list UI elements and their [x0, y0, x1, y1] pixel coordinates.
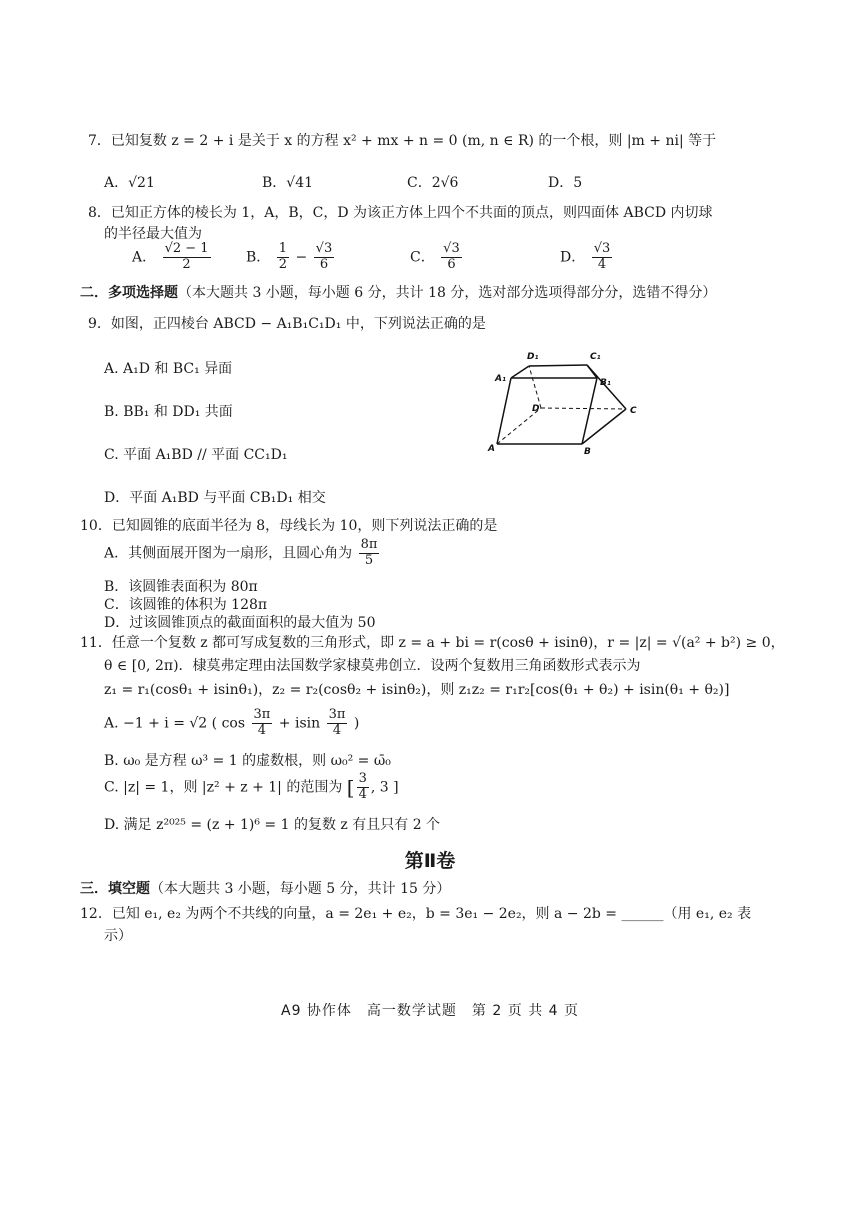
label-d: D	[532, 404, 540, 414]
q10-stem: 10．已知圆锥的底面半径为 8，母线长为 10，则下列说法正确的是	[80, 518, 498, 534]
q10-option-a-denominator: 5	[364, 552, 374, 568]
section-2-heading: 二．多项选择题	[80, 285, 178, 301]
q11-option-b: B. ω₀ 是方程 ω³ = 1 的虚数根，则 ω₀² = ω̄₀	[104, 753, 391, 769]
q11-option-a-numerator-2: 3π	[328, 707, 346, 722]
q11-stem-line1: 11．任意一个复数 z 都可写成复数的三角形式，即 z = a + bi = r(cosθ + isinθ)，r = |z| = √(a² + b²) ≥ 0，	[80, 635, 785, 651]
q8-option-b-denominator-2: 6	[319, 256, 329, 272]
label-a1: A₁	[495, 374, 506, 384]
q10-option-a-fraction	[359, 538, 380, 569]
q10-option-d: D．过该圆锥顶点的截面面积的最大值为 50	[104, 615, 376, 631]
q9-option-a: A. A₁D 和 BC₁ 异面	[104, 361, 233, 377]
label-b1: B₁	[600, 378, 611, 388]
q8-option-c-numerator: √3	[443, 241, 460, 256]
q8-option-d-fraction	[592, 242, 613, 273]
q8-stem-line2: 的半径最大值为	[104, 226, 202, 242]
q11-option-c-pre: C. |z| = 1，则 |z² + z + 1| 的范围为	[104, 779, 343, 796]
q8-option-a-numerator: √2 − 1	[164, 241, 209, 256]
q8-option-d-denominator: 4	[597, 256, 607, 272]
q11-option-a-mid: + isin	[278, 715, 321, 732]
frustum-figure	[485, 345, 645, 460]
q11-option-c-numerator: 3	[358, 771, 367, 786]
q8-option-b	[246, 242, 336, 273]
q8-option-b-fraction-2	[314, 242, 335, 273]
q11-option-c-bracket: [	[346, 775, 355, 800]
q9-option-b: B. BB₁ 和 DD₁ 共面	[104, 404, 233, 420]
q10-option-a-text: A．其侧面展开图为一扇形，且圆心角为	[104, 545, 353, 562]
q8-option-b-denominator-1: 2	[278, 256, 288, 272]
q8-option-c-fraction	[441, 242, 462, 273]
q7-option-b: B．√41	[262, 175, 314, 191]
label-b: B	[584, 447, 591, 457]
q8-option-b-numerator-1: 1	[278, 241, 288, 256]
q8-option-d	[560, 242, 614, 273]
hidden-edge-dc	[541, 408, 626, 409]
q8-option-d-label: D．	[560, 249, 586, 266]
q10-option-b: B．该圆锥表面积为 80π	[104, 579, 258, 595]
section-2-header	[80, 285, 716, 303]
section-3-heading: 三．填空题	[80, 881, 150, 897]
q11-option-d: D. 满足 z²⁰²⁵ = (z + 1)⁶ = 1 的复数 z 有且只有 2 个	[104, 817, 441, 833]
q11-stem-line2: θ ∈ [0, 2π)．棣莫弗定理由法国数学家棣莫弗创立．设两个复数用三角函数形式表示为	[104, 658, 641, 674]
edge-a1d1	[529, 365, 587, 366]
q12-stem-line2: 示）	[104, 928, 132, 944]
q10-option-a	[104, 538, 381, 569]
section-2-note: （本大题共 3 小题，每小题 6 分，共计 18 分，选对部分选项得部分分，选错不得分）	[178, 285, 717, 301]
label-c: C	[630, 406, 637, 416]
q12-stem-line1: 12．已知 e₁, e₂ 为两个不共线的向量，a = 2e₁ + e₂，b = 3e₁ − 2e₂，则 a − 2b = ______（用 e₁, e₂ 表	[80, 906, 752, 922]
q11-option-a-post: )	[353, 715, 360, 732]
q8-option-c-label: C．	[410, 249, 435, 266]
q8-option-b-fraction-1	[277, 242, 289, 273]
q7-stem: 7．已知复数 z = 2 + i 是关于 x 的方程 x² + mx + n = 0 (m, n ∈ R) 的一个根，则 |m + ni| 等于	[88, 133, 717, 149]
q7-option-c: C．2√6	[407, 175, 459, 191]
q10-option-c: C．该圆锥的体积为 128π	[104, 597, 268, 613]
q8-stem-line1: 8．已知正方体的棱长为 1，A，B，C，D 为该正方体上四个不共面的顶点，则四面体 ABCD 内切球	[88, 205, 713, 221]
q7-option-a: A．√21	[104, 175, 155, 191]
q11-option-a-numerator-1: 3π	[253, 707, 271, 722]
q11-option-c-post: , 3 ]	[370, 779, 399, 796]
part-2-title: 第Ⅱ卷	[404, 850, 456, 872]
page-footer: A9 协作体 高一数学试题 第 2 页 共 4 页	[281, 1003, 579, 1019]
edge-a1-d1-top	[511, 366, 529, 378]
q9-option-d: D．平面 A₁BD 与平面 CB₁D₁ 相交	[104, 490, 326, 506]
q11-option-a-fraction-1	[252, 708, 273, 739]
q11-option-a-denominator-1: 4	[257, 722, 267, 738]
hidden-edge-dd1	[529, 366, 541, 408]
q11-option-c	[104, 772, 399, 803]
label-d1: D₁	[527, 352, 539, 362]
q8-option-a-label: A．	[132, 249, 157, 266]
label-c1: C₁	[590, 352, 601, 362]
label-a: A	[488, 444, 495, 454]
q11-option-a-fraction-2	[327, 708, 348, 739]
q9-option-c: C. 平面 A₁BD // 平面 CC₁D₁	[104, 447, 288, 463]
q7-option-d: D．5	[548, 175, 583, 191]
q8-option-a-denominator: 2	[182, 256, 191, 272]
q8-option-b-label: B．	[246, 249, 271, 266]
q11-option-a-denominator-2: 4	[332, 722, 342, 738]
q9-stem: 9．如图，正四棱台 ABCD − A₁B₁C₁D₁ 中，下列说法正确的是	[88, 316, 486, 332]
q11-stem-line3: z₁ = r₁(cosθ₁ + isinθ₁)，z₂ = r₂(cosθ₂ + isinθ₂)，则 z₁z₂ = r₁r₂[cos(θ₁ + θ₂) + isin(θ₁ + θ₂)]	[104, 682, 730, 698]
q11-option-a-pre: A. −1 + i = √2 ( cos	[104, 715, 246, 732]
section-3-header	[80, 881, 450, 899]
q11-option-c-denominator: 4	[358, 786, 367, 802]
q8-option-c	[410, 242, 464, 273]
q8-option-a-fraction	[163, 242, 211, 273]
section-3-note: （本大题共 3 小题，每小题 5 分，共计 15 分）	[150, 881, 451, 897]
q8-option-a	[132, 242, 213, 273]
q8-option-c-denominator: 6	[447, 256, 456, 272]
q8-option-d-numerator: √3	[593, 241, 611, 256]
q11-option-c-fraction	[357, 772, 369, 803]
q10-option-a-numerator: 8π	[360, 537, 378, 552]
q8-option-b-numerator-2: √3	[315, 241, 333, 256]
q8-option-b-minus: −	[295, 249, 308, 266]
q11-option-a	[104, 708, 359, 739]
